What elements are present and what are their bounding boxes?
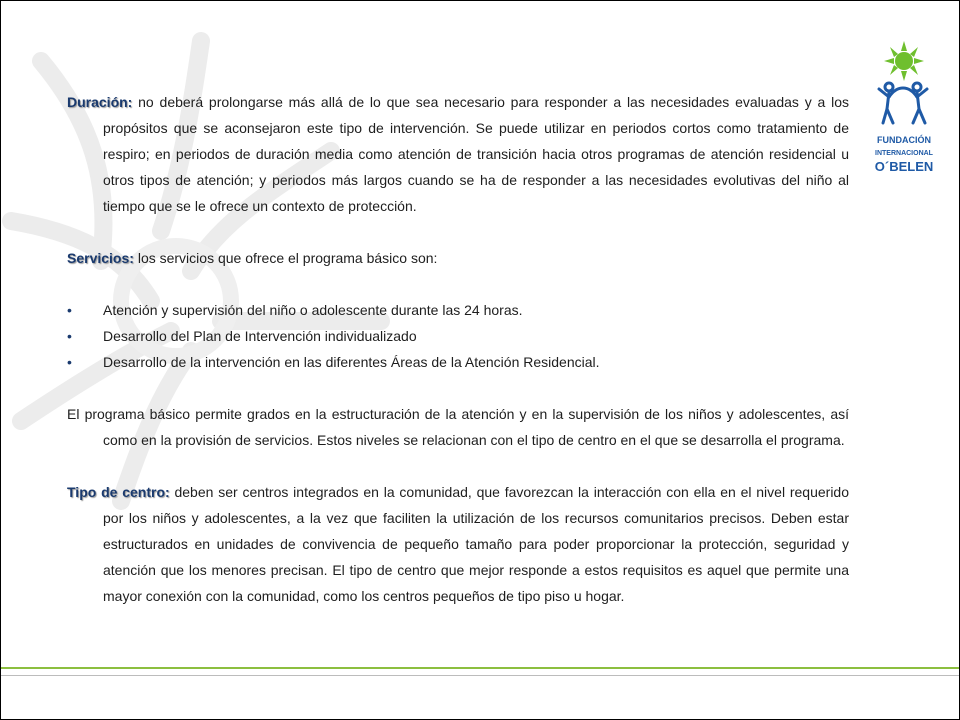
logo-graphic-icon bbox=[873, 39, 935, 181]
document-body bbox=[67, 89, 849, 609]
duracion-text: no deberá prolongarse más allá de lo que sea necesario para responder a las necesidades evaluadas y a los propósitos que se aconsejaron este tipo de intervención. Se puede utilizar en periodos cortos como tratamiento de respiro; en periodos de duración media como atención de transición hacia otros programas de atención residencial u otros tipos de atención; y periodos más largos cuando se ha de responder a las necesidades evolutivas del niño al tiempo que se le ofrece un contexto de protección. bbox=[103, 94, 849, 214]
footer-green-rule bbox=[1, 667, 959, 669]
logo-line3: O´BELEN bbox=[874, 159, 934, 174]
list-item-text: Atención y supervisión del niño o adolescente durante las 24 horas. bbox=[103, 302, 523, 318]
list-item bbox=[67, 323, 849, 349]
tipo-centro-text: deben ser centros integrados en la comunidad, que favorezcan la interacción con ella en el nivel requerido por los niños y adolescentes, a la vez que faciliten la utilización de los recursos comunitarios precisos. Deben estar estructurados en unidades de convivencia de pequeño tamaño para poder proporcionar la protección, seguridad y atención que los menores precisan. El tipo de centro que mejor responde a estos requisitos es aquel que permite una mayor conexión con la comunidad, como los centros pequeños de tipo piso u hogar. bbox=[103, 484, 850, 604]
duracion-paragraph bbox=[67, 89, 849, 219]
footer-grey-rule bbox=[1, 675, 959, 676]
bullet-icon: • bbox=[67, 354, 72, 370]
duracion-label: Duración: bbox=[67, 94, 133, 110]
fundacion-logo bbox=[873, 39, 935, 181]
list-item-text: Desarrollo de la intervención en las diferentes Áreas de la Atención Residencial. bbox=[103, 354, 600, 370]
tipo-centro-paragraph bbox=[67, 479, 849, 609]
bullet-icon: • bbox=[67, 302, 72, 318]
logo-line2: INTERNACIONAL bbox=[875, 150, 933, 157]
servicios-text: los servicios que ofrece el programa básico son: bbox=[133, 250, 438, 266]
programa-paragraph: El programa básico permite grados en la estructuración de la atención y en la supervisión de los niños y adolescentes, así como en la provisión de servicios. Estos niveles se relacionan con el tipo de centro en el que se desarrolla el programa. bbox=[67, 406, 849, 448]
tipo-centro-label: Tipo de centro: bbox=[67, 484, 170, 500]
logo-line1: FUNDACIÓN bbox=[877, 135, 931, 145]
list-item bbox=[67, 349, 849, 375]
servicios-paragraph bbox=[67, 245, 849, 271]
servicios-label: Servicios: bbox=[67, 250, 134, 266]
servicios-list bbox=[67, 297, 849, 375]
list-item-text: Desarrollo del Plan de Intervención individualizado bbox=[103, 328, 417, 344]
bullet-icon: • bbox=[67, 328, 72, 344]
list-item bbox=[67, 297, 849, 323]
